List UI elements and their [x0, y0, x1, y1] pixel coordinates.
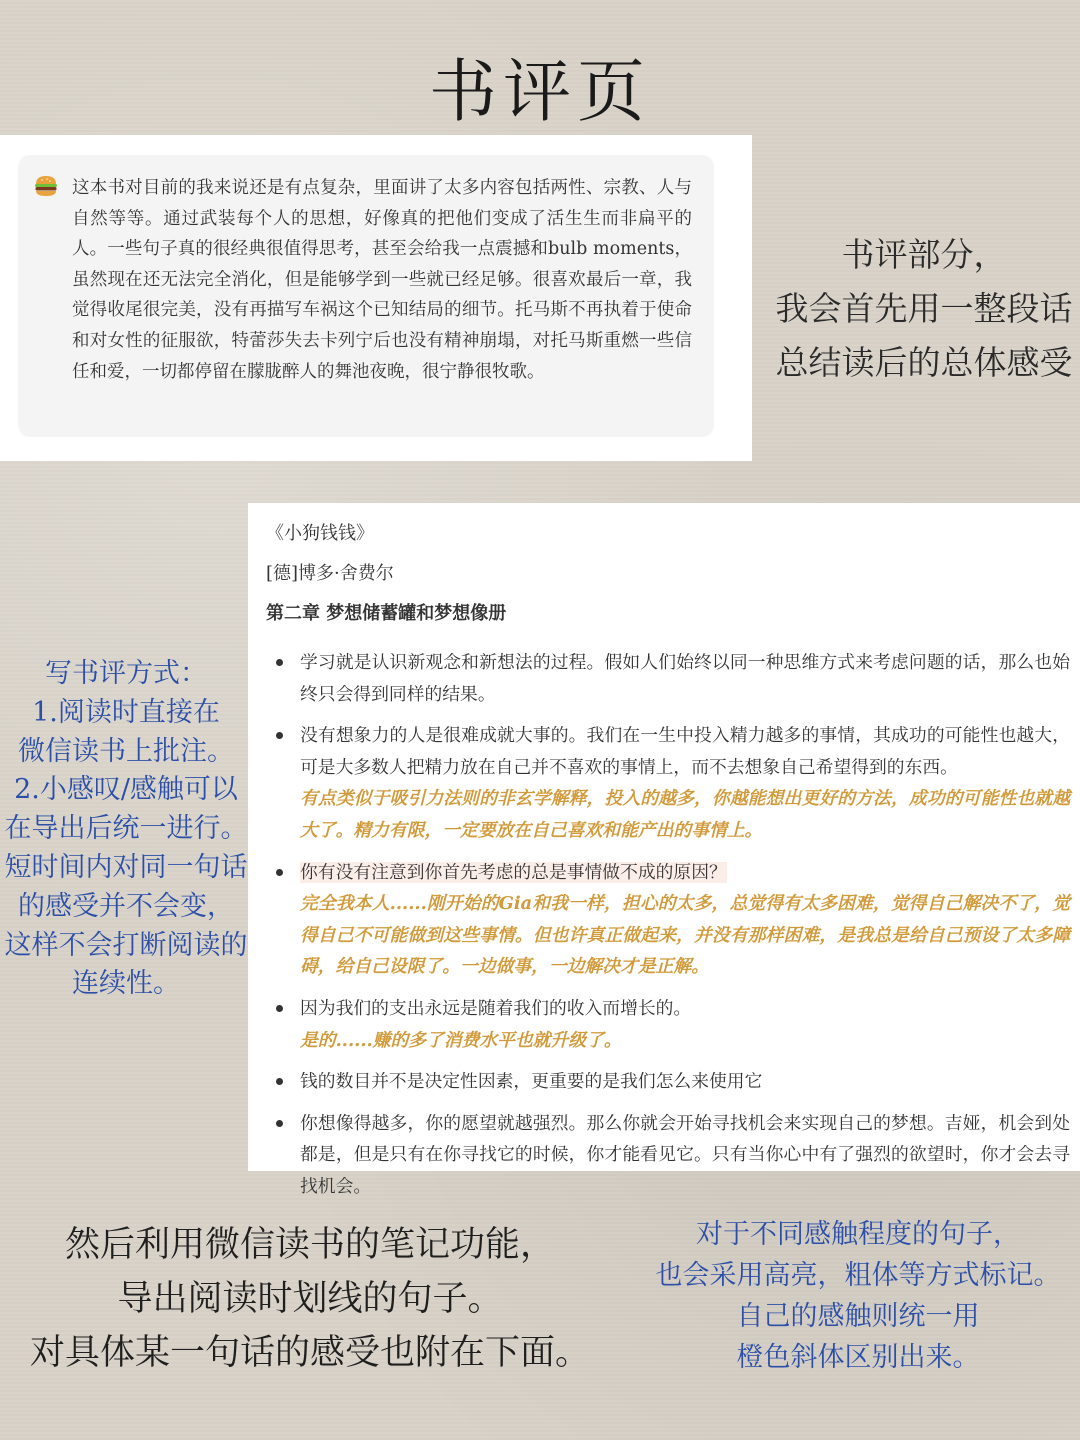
note-line: 微信读书上批注。: [18, 735, 234, 767]
note-line: 对具体某一句话的感受也附在下面。: [29, 1333, 590, 1373]
bullet-icon: [276, 1005, 283, 1012]
note-item: [248, 857, 1080, 983]
note-comment: 是的......赚的多了消费水平也就升级了。: [300, 1029, 622, 1051]
note-line: 对于不同感触程度的句子，: [696, 1219, 1020, 1250]
method-note: [0, 655, 252, 1004]
note-item: [248, 1108, 1080, 1203]
hamburger-icon: [34, 175, 58, 197]
note-item: [248, 993, 1080, 1056]
review-section-note: [768, 228, 1080, 390]
note-item: [248, 720, 1080, 846]
bullet-icon: [276, 1078, 283, 1085]
note-line: 也会采用高亮，粗体等方式标记。: [655, 1260, 1061, 1291]
note-quote: [300, 1108, 1070, 1203]
marking-style-note: [636, 1214, 1080, 1378]
note-line: 导出阅读时划线的句子。: [117, 1279, 503, 1319]
note-line: 2.小感叹/感触可以: [14, 774, 238, 806]
note-quote: [300, 857, 1070, 889]
review-screenshot: [0, 135, 752, 461]
chapter-title: 第二章 梦想储蓄罐和梦想像册: [266, 603, 507, 624]
bullet-icon: [276, 732, 283, 739]
note-quote: [300, 647, 1070, 710]
note-item: [248, 1066, 1080, 1098]
bullet-icon: [276, 659, 283, 666]
note-line: 写书评方式：: [45, 658, 207, 689]
bullet-icon: [276, 1120, 283, 1127]
quote-text: 钱的数目并不是决定性因素，更重要的是我们怎么来使用它: [300, 1071, 763, 1093]
note-line: 在导出后统一进行。: [4, 813, 248, 845]
quote-text: 你有没有注意到你首先考虑的总是事情做不成的原因？: [300, 861, 727, 883]
note-line: 书评部分，: [841, 235, 1007, 274]
note-line: 总结读后的总体感受: [775, 343, 1073, 382]
book-title: 《小狗钱钱》: [266, 523, 374, 544]
note-item: [248, 647, 1080, 710]
note-line: 1.阅读时直接在: [32, 696, 220, 728]
note-quote: [300, 720, 1070, 783]
note-line: 短时间内对同一句话: [4, 851, 248, 883]
notes-list: [248, 637, 1080, 1203]
note-line: 连续性。: [72, 968, 180, 1000]
quote-text: 因为我们的支出永远是随着我们的收入而增长的。: [300, 997, 692, 1019]
note-line: 然后利用微信读书的笔记功能，: [64, 1225, 555, 1265]
quote-text: 你想像得越多，你的愿望就越强烈。那么你就会开始寻找机会来实现自己的梦想。吉娅，机会到处都是，但是只有在你寻找它的时候，你才能看见它。只有当你心中有了强烈的欲望时，你才会去寻找机会。: [300, 1112, 1070, 1197]
note-line: 自己的感触则统一用: [736, 1301, 980, 1332]
note-line: 我会首先用一整段话: [775, 289, 1073, 328]
quote-text: 没有想象力的人是很难成就大事的。我们在一生中投入精力越多的事情，其成功的可能性也越大，可是大多数人把精力放在自己并不喜欢的事情上，而不去想象自己希望得到的东西。: [300, 725, 1070, 778]
note-line: 橙色斜体区别出来。: [736, 1342, 980, 1373]
note-comment: 完全我本人......刚开始的Gia和我一样，担心的太多，总觉得有太多困难，觉得自己解决不了，觉得自己不可能做到这些事情。但也许真正做起来，并没有那样困难，是我总是给自己预设了太多障碍，给自己设限了。一边做事，一边解决才是正解。: [300, 893, 1070, 978]
book-notes-screenshot: [248, 503, 1080, 1197]
review-card: [18, 155, 714, 437]
note-comment: 有点类似于吸引力法则的非玄学解释，投入的越多，你越能想出更好的方法，成功的可能性也就越大了。精力有限，一定要放在自己喜欢和能产出的事情上。: [300, 788, 1070, 841]
page-title: 书评页: [428, 53, 651, 132]
export-note: [0, 1218, 620, 1380]
note-line: 这样不会打断阅读的: [4, 929, 248, 961]
review-text: 这本书对目前的我来说还是有点复杂，里面讲了太多内容包括两性、宗教、人与自然等等。通过武装每个人的思想，好像真的把他们变成了活生生而非扁平的人。一些句子真的很经典很值得思考，甚至会给我一点震撼和bulb moments，虽然现在还无法完全消化，但是能够学到一些就已经足够。很喜欢最后一章，我觉得收尾很完美，没有再描写车祸这个已知结局的细节。托马斯不再执着于使命和对女性的征服欲，特蕾莎失去卡列宁后也没有精神崩塌，对托马斯重燃一些信任和爱，一切都停留在朦胧醉人的舞池夜晚，很宁静很牧歌。: [72, 178, 692, 382]
note-quote: [300, 1066, 1070, 1098]
note-line: 的感受并不会变，: [18, 890, 234, 922]
bullet-icon: [276, 869, 283, 876]
note-quote: [300, 993, 1070, 1025]
quote-text: 学习就是认识新观念和新想法的过程。假如人们始终以同一种思维方式来考虑问题的话，那么也始终只会得到同样的结果。: [300, 652, 1070, 705]
book-author: [德]博多·舍费尔: [266, 563, 394, 584]
